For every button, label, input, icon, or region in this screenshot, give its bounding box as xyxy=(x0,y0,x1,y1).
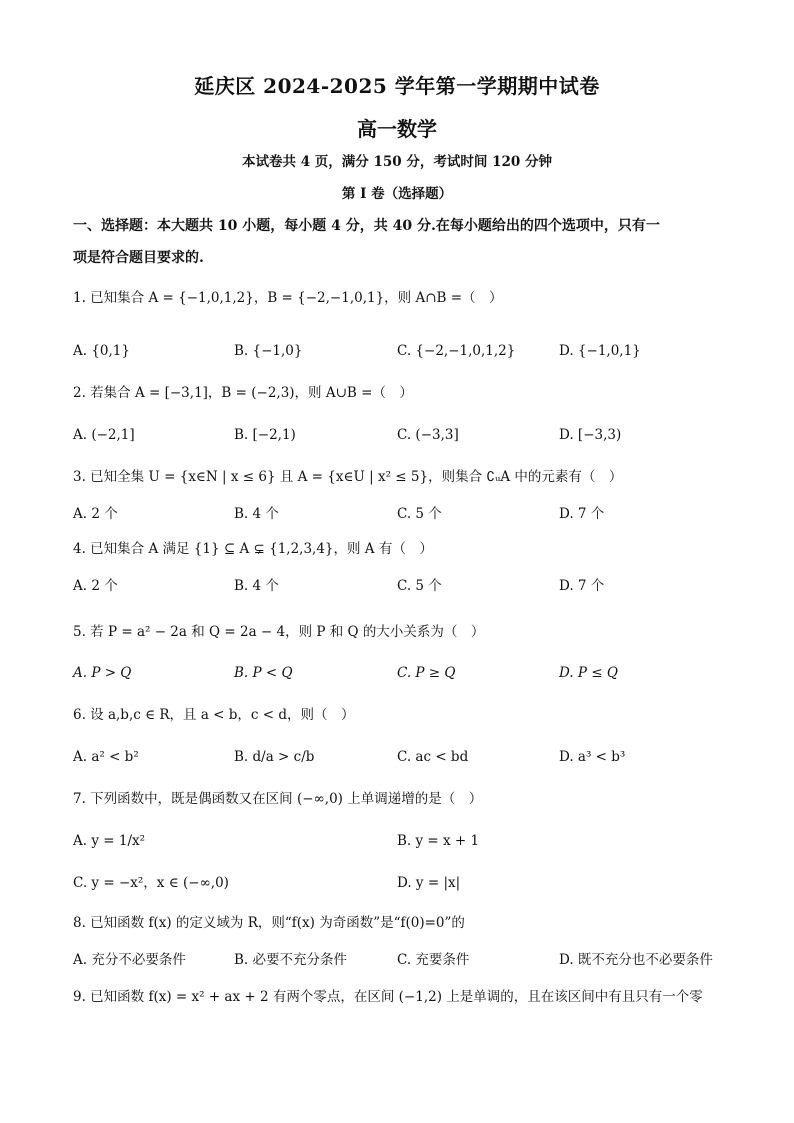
section-instructions xyxy=(73,210,733,274)
option-b: B. {−1,0} xyxy=(234,343,303,359)
exam-title: 延庆区 2024-2025 学年第一学期期中试卷 xyxy=(194,74,600,98)
option-a: A. 2 个 xyxy=(73,578,118,594)
option-c: C. {−2,−1,0,1,2} xyxy=(397,343,516,359)
section-line-2: 项是符合题目要求的. xyxy=(73,250,204,266)
question-2-stem: 2. 若集合 A = [−3,1]，B = (−2,3)，则 A∪B =（ ） xyxy=(73,385,413,401)
question-4-stem: 4. 已知集合 A 满足 {1} ⊆ A ⊊ {1,2,3,4}，则 A 有（ ） xyxy=(73,541,433,557)
option-b: B. [−2,1) xyxy=(234,427,296,443)
option-b: B. y = x + 1 xyxy=(397,833,480,849)
option-a: A. 充分不必要条件 xyxy=(73,952,186,968)
option-d: D. P ≤ Q xyxy=(559,665,618,681)
question-1-stem: 1. 已知集合 A = {−1,0,1,2}，B = {−2,−1,0,1}，则 A∩B =（ ） xyxy=(73,290,503,306)
option-c: C. 5 个 xyxy=(397,578,442,594)
question-9-stem: 9. 已知函数 f(x) = x² + ax + 2 有两个零点，在区间 (−1,2) 上是单调的，且在该区间中有且只有一个零 xyxy=(73,989,703,1005)
option-a: A. a² < b² xyxy=(73,749,139,765)
question-7-stem: 7. 下列函数中，既是偶函数又在区间 (−∞,0) 上单调递增的是（ ） xyxy=(73,791,483,807)
question-3-stem: 3. 已知全集 U = {x∈N | x ≤ 6} 且 A = {x∈U | x² ≤ 5}，则集合 ∁ᵤA 中的元素有（ ） xyxy=(73,469,623,485)
option-c: C. ac < bd xyxy=(397,749,469,765)
option-a: A. {0,1} xyxy=(73,343,130,359)
option-d: D. 7 个 xyxy=(559,578,605,594)
option-c: C. 充要条件 xyxy=(397,952,470,968)
option-c: C. P ≥ Q xyxy=(397,665,456,681)
option-b: B. 必要不充分条件 xyxy=(234,952,348,968)
option-c: C. (−3,3] xyxy=(397,427,459,443)
option-b: B. 4 个 xyxy=(234,578,279,594)
question-8-stem: 8. 已知函数 f(x) 的定义域为 R，则“f(x) 为奇函数”是“f(0)=0”的 xyxy=(73,915,465,931)
option-d: D. y = |x| xyxy=(397,875,461,891)
part-heading: 第 I 卷（选择题） xyxy=(341,186,453,202)
option-d: D. 既不充分也不必要条件 xyxy=(559,952,713,968)
option-a: A. 2 个 xyxy=(73,506,118,522)
option-a: A. (−2,1] xyxy=(73,427,135,443)
option-c: C. y = −x²，x ∈ (−∞,0) xyxy=(73,875,229,891)
option-c: C. 5 个 xyxy=(397,506,442,522)
option-b: B. d/a > c/b xyxy=(234,749,315,765)
option-d: D. [−3,3) xyxy=(559,427,622,443)
option-b: B. P < Q xyxy=(234,665,293,681)
exam-subject: 高一数学 xyxy=(357,117,437,141)
exam-info: 本试卷共 4 页，满分 150 分，考试时间 120 分钟 xyxy=(242,154,552,170)
option-d: D. {−1,0,1} xyxy=(559,343,641,359)
option-d: D. a³ < b³ xyxy=(559,749,626,765)
section-line-1: 一、选择题：本大题共 10 小题，每小题 4 分，共 40 分.在每小题给出的四个选项中，只有一 xyxy=(73,218,660,234)
question-5-stem: 5. 若 P = a² − 2a 和 Q = 2a − 4，则 P 和 Q 的大小关系为（ ） xyxy=(73,624,485,640)
option-a: A. y = 1/x² xyxy=(73,833,146,849)
option-a: A. P > Q xyxy=(73,665,132,681)
option-b: B. 4 个 xyxy=(234,506,279,522)
option-d: D. 7 个 xyxy=(559,506,605,522)
question-6-stem: 6. 设 a,b,c ∈ R，且 a < b，c < d，则（ ） xyxy=(73,707,355,723)
